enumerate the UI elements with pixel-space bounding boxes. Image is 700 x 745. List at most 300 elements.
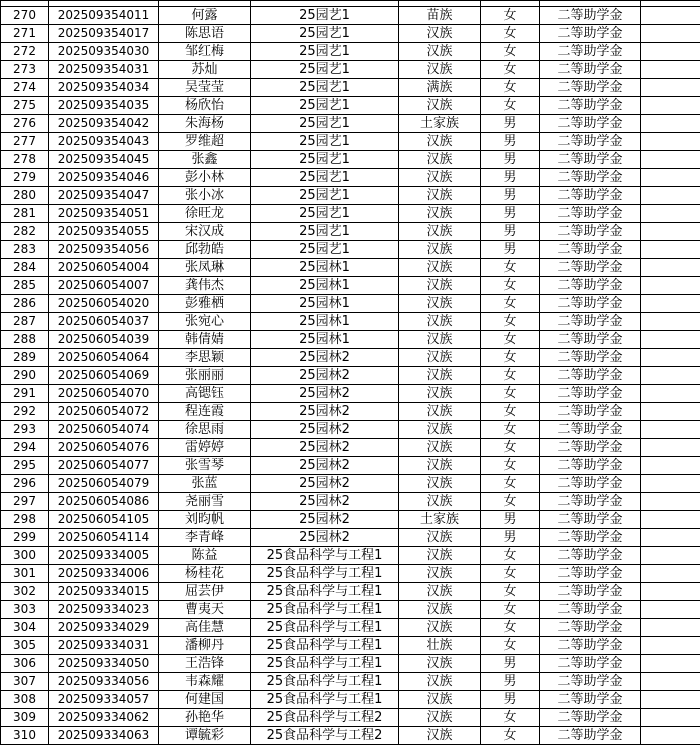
student-name-cell: 张小冰 (159, 187, 251, 205)
class-cell: 25园林1 (251, 295, 399, 313)
empty-cell (641, 565, 700, 583)
student-name-cell: 邱勃皓 (159, 241, 251, 259)
ethnicity-cell: 汉族 (399, 25, 481, 43)
row-number-cell: 308 (1, 691, 49, 709)
empty-cell (641, 691, 700, 709)
table-row (1, 349, 700, 367)
aid-level-cell: 二等助学金 (540, 25, 641, 43)
empty-cell (641, 655, 700, 673)
aid-level-cell: 二等助学金 (540, 205, 641, 223)
class-cell: 25园艺1 (251, 79, 399, 97)
student-name-cell: 张丽丽 (159, 367, 251, 385)
table-row (1, 493, 700, 511)
empty-cell (641, 619, 700, 637)
student-id-cell: 202509354030 (49, 43, 159, 61)
table-row (1, 277, 700, 295)
empty-cell (641, 493, 700, 511)
aid-level-cell: 二等助学金 (540, 547, 641, 565)
gender-cell: 女 (481, 331, 540, 349)
ethnicity-cell: 汉族 (399, 619, 481, 637)
empty-cell (641, 79, 700, 97)
ethnicity-cell: 汉族 (399, 565, 481, 583)
student-name-cell: 高锶钰 (159, 385, 251, 403)
gender-cell: 男 (481, 133, 540, 151)
ethnicity-cell: 汉族 (399, 259, 481, 277)
ethnicity-cell: 汉族 (399, 187, 481, 205)
row-number-cell: 304 (1, 619, 49, 637)
aid-level-cell: 二等助学金 (540, 421, 641, 439)
ethnicity-cell: 汉族 (399, 277, 481, 295)
aid-level-cell: 二等助学金 (540, 349, 641, 367)
empty-cell (641, 709, 700, 727)
class-cell: 25食品科学与工程1 (251, 583, 399, 601)
empty-cell (641, 241, 700, 259)
student-id-cell: 202509334031 (49, 637, 159, 655)
table-row (1, 529, 700, 547)
class-cell: 25园林1 (251, 313, 399, 331)
row-number-cell: 298 (1, 511, 49, 529)
student-id-cell: 202506054077 (49, 457, 159, 475)
gender-cell: 女 (481, 547, 540, 565)
gender-cell: 女 (481, 259, 540, 277)
ethnicity-cell: 汉族 (399, 601, 481, 619)
ethnicity-cell: 壮族 (399, 637, 481, 655)
student-name-cell: 龚伟杰 (159, 277, 251, 295)
student-name-cell: 朱海杨 (159, 115, 251, 133)
student-id-cell: 202509334029 (49, 619, 159, 637)
aid-level-cell: 二等助学金 (540, 385, 641, 403)
gender-cell: 男 (481, 529, 540, 547)
gender-cell: 女 (481, 709, 540, 727)
gender-cell: 女 (481, 277, 540, 295)
student-name-cell: 张雪琴 (159, 457, 251, 475)
gender-cell: 女 (481, 349, 540, 367)
empty-cell (641, 673, 700, 691)
ethnicity-cell: 汉族 (399, 61, 481, 79)
student-name-cell: 陈益 (159, 547, 251, 565)
ethnicity-cell: 汉族 (399, 583, 481, 601)
table-row (1, 709, 700, 727)
class-cell: 25食品科学与工程1 (251, 673, 399, 691)
class-cell: 25园林2 (251, 439, 399, 457)
row-number-cell: 302 (1, 583, 49, 601)
table-row (1, 259, 700, 277)
gender-cell: 男 (481, 115, 540, 133)
table-row (1, 727, 700, 745)
student-id-cell: 202509354042 (49, 115, 159, 133)
class-cell: 25食品科学与工程1 (251, 601, 399, 619)
gender-cell: 女 (481, 403, 540, 421)
ethnicity-cell: 汉族 (399, 331, 481, 349)
row-number-cell: 286 (1, 295, 49, 313)
row-number-cell: 278 (1, 151, 49, 169)
gender-cell: 女 (481, 637, 540, 655)
class-cell: 25园林2 (251, 403, 399, 421)
ethnicity-cell: 汉族 (399, 655, 481, 673)
ethnicity-cell: 汉族 (399, 97, 481, 115)
student-id-cell: 202509354055 (49, 223, 159, 241)
aid-level-cell: 二等助学金 (540, 61, 641, 79)
ethnicity-cell: 汉族 (399, 475, 481, 493)
table-row (1, 169, 700, 187)
gender-cell: 女 (481, 79, 540, 97)
class-cell: 25园艺1 (251, 241, 399, 259)
row-number-cell: 295 (1, 457, 49, 475)
empty-cell (641, 43, 700, 61)
class-cell: 25园林2 (251, 367, 399, 385)
class-cell: 25园艺1 (251, 151, 399, 169)
class-cell: 25园林2 (251, 457, 399, 475)
empty-cell (641, 259, 700, 277)
ethnicity-cell: 土家族 (399, 511, 481, 529)
table-row (1, 43, 700, 61)
table-row (1, 331, 700, 349)
row-number-cell: 303 (1, 601, 49, 619)
empty-cell (641, 385, 700, 403)
table-row (1, 313, 700, 331)
student-name-cell: 张蓝 (159, 475, 251, 493)
ethnicity-cell: 汉族 (399, 691, 481, 709)
student-name-cell: 张凤琳 (159, 259, 251, 277)
table-row (1, 115, 700, 133)
row-number-cell: 288 (1, 331, 49, 349)
row-number-cell: 291 (1, 385, 49, 403)
class-cell: 25园林2 (251, 511, 399, 529)
student-name-cell: 张宛心 (159, 313, 251, 331)
empty-cell (641, 205, 700, 223)
aid-level-cell: 二等助学金 (540, 259, 641, 277)
row-number-cell: 309 (1, 709, 49, 727)
student-id-cell: 202509354011 (49, 7, 159, 25)
student-name-cell: 罗维超 (159, 133, 251, 151)
table-row (1, 133, 700, 151)
student-name-cell: 韦森耀 (159, 673, 251, 691)
empty-cell (641, 547, 700, 565)
ethnicity-cell: 苗族 (399, 7, 481, 25)
empty-cell (641, 583, 700, 601)
ethnicity-cell: 汉族 (399, 385, 481, 403)
row-number-cell: 310 (1, 727, 49, 745)
ethnicity-cell: 汉族 (399, 457, 481, 475)
aid-level-cell: 二等助学金 (540, 709, 641, 727)
row-number-cell: 296 (1, 475, 49, 493)
student-id-cell: 202506054079 (49, 475, 159, 493)
gender-cell: 男 (481, 151, 540, 169)
ethnicity-cell: 汉族 (399, 43, 481, 61)
student-name-cell: 杨桂花 (159, 565, 251, 583)
aid-level-cell: 二等助学金 (540, 439, 641, 457)
ethnicity-cell: 汉族 (399, 313, 481, 331)
gender-cell: 女 (481, 25, 540, 43)
class-cell: 25园林2 (251, 421, 399, 439)
aid-level-cell: 二等助学金 (540, 457, 641, 475)
gender-cell: 女 (481, 61, 540, 79)
student-id-cell: 202509354047 (49, 187, 159, 205)
ethnicity-cell: 汉族 (399, 529, 481, 547)
empty-cell (641, 331, 700, 349)
table-row (1, 187, 700, 205)
student-id-cell: 202509354056 (49, 241, 159, 259)
table-row (1, 439, 700, 457)
empty-cell (641, 475, 700, 493)
student-name-cell: 孙艳华 (159, 709, 251, 727)
class-cell: 25食品科学与工程1 (251, 547, 399, 565)
class-cell: 25食品科学与工程2 (251, 709, 399, 727)
class-cell: 25园艺1 (251, 223, 399, 241)
empty-cell (641, 403, 700, 421)
student-name-cell: 彭小林 (159, 169, 251, 187)
gender-cell: 女 (481, 457, 540, 475)
empty-cell (641, 223, 700, 241)
student-id-cell: 202509354031 (49, 61, 159, 79)
aid-level-cell: 二等助学金 (540, 79, 641, 97)
aid-level-cell: 二等助学金 (540, 511, 641, 529)
student-id-cell: 202506054072 (49, 403, 159, 421)
class-cell: 25食品科学与工程1 (251, 637, 399, 655)
gender-cell: 女 (481, 367, 540, 385)
empty-cell (641, 151, 700, 169)
student-name-cell: 潘柳丹 (159, 637, 251, 655)
student-name-cell: 宋汉成 (159, 223, 251, 241)
aid-level-cell: 二等助学金 (540, 565, 641, 583)
empty-cell (641, 637, 700, 655)
row-number-cell: 289 (1, 349, 49, 367)
row-number-cell: 276 (1, 115, 49, 133)
class-cell: 25园艺1 (251, 43, 399, 61)
table-row (1, 421, 700, 439)
row-number-cell: 293 (1, 421, 49, 439)
student-name-cell: 徐思雨 (159, 421, 251, 439)
aid-level-cell: 二等助学金 (540, 637, 641, 655)
ethnicity-cell: 汉族 (399, 349, 481, 367)
gender-cell: 女 (481, 601, 540, 619)
gender-cell: 男 (481, 169, 540, 187)
student-id-cell: 202509354034 (49, 79, 159, 97)
aid-level-cell: 二等助学金 (540, 7, 641, 25)
class-cell: 25园艺1 (251, 115, 399, 133)
student-name-cell: 谭毓彩 (159, 727, 251, 745)
aid-level-cell: 二等助学金 (540, 331, 641, 349)
table-row (1, 637, 700, 655)
empty-cell (641, 97, 700, 115)
row-number-cell: 299 (1, 529, 49, 547)
table-row (1, 97, 700, 115)
gender-cell: 女 (481, 475, 540, 493)
class-cell: 25食品科学与工程2 (251, 727, 399, 745)
student-name-cell: 韩倩婧 (159, 331, 251, 349)
ethnicity-cell: 汉族 (399, 205, 481, 223)
table-row (1, 367, 700, 385)
ethnicity-cell: 汉族 (399, 367, 481, 385)
table-row (1, 457, 700, 475)
student-id-cell: 202509334005 (49, 547, 159, 565)
aid-level-cell: 二等助学金 (540, 187, 641, 205)
student-name-cell: 徐旺龙 (159, 205, 251, 223)
student-id-cell: 202509334057 (49, 691, 159, 709)
gender-cell: 男 (481, 187, 540, 205)
class-cell: 25园林2 (251, 529, 399, 547)
student-id-cell: 202509354043 (49, 133, 159, 151)
class-cell: 25园林1 (251, 259, 399, 277)
student-id-cell: 202506054039 (49, 331, 159, 349)
aid-level-cell: 二等助学金 (540, 295, 641, 313)
ethnicity-cell: 汉族 (399, 241, 481, 259)
student-id-cell: 202509334062 (49, 709, 159, 727)
ethnicity-cell: 汉族 (399, 673, 481, 691)
student-name-cell: 杨欣怡 (159, 97, 251, 115)
row-number-cell: 306 (1, 655, 49, 673)
row-number-cell: 282 (1, 223, 49, 241)
table-row (1, 385, 700, 403)
empty-cell (641, 169, 700, 187)
gender-cell: 男 (481, 241, 540, 259)
gender-cell: 女 (481, 619, 540, 637)
table-row (1, 511, 700, 529)
aid-level-cell: 二等助学金 (540, 529, 641, 547)
ethnicity-cell: 土家族 (399, 115, 481, 133)
student-id-cell: 202509334023 (49, 601, 159, 619)
class-cell: 25园艺1 (251, 133, 399, 151)
student-id-cell: 202506054007 (49, 277, 159, 295)
aid-level-cell: 二等助学金 (540, 367, 641, 385)
empty-cell (641, 421, 700, 439)
table-row (1, 547, 700, 565)
table-row (1, 691, 700, 709)
ethnicity-cell: 汉族 (399, 727, 481, 745)
row-number-cell: 284 (1, 259, 49, 277)
row-number-cell: 294 (1, 439, 49, 457)
student-id-cell: 202506054076 (49, 439, 159, 457)
table-row (1, 475, 700, 493)
row-number-cell: 292 (1, 403, 49, 421)
class-cell: 25园艺1 (251, 187, 399, 205)
aid-level-cell: 二等助学金 (540, 673, 641, 691)
class-cell: 25园林2 (251, 475, 399, 493)
gender-cell: 女 (481, 421, 540, 439)
gender-cell: 男 (481, 511, 540, 529)
aid-level-cell: 二等助学金 (540, 43, 641, 61)
gender-cell: 女 (481, 43, 540, 61)
aid-level-cell: 二等助学金 (540, 313, 641, 331)
aid-level-cell: 二等助学金 (540, 133, 641, 151)
student-id-cell: 202506054064 (49, 349, 159, 367)
student-id-cell: 202506054114 (49, 529, 159, 547)
table-row (1, 583, 700, 601)
class-cell: 25园艺1 (251, 61, 399, 79)
table-row (1, 7, 700, 25)
aid-level-cell: 二等助学金 (540, 97, 641, 115)
aid-level-cell: 二等助学金 (540, 241, 641, 259)
student-id-cell: 202509334006 (49, 565, 159, 583)
class-cell: 25园艺1 (251, 169, 399, 187)
aid-level-cell: 二等助学金 (540, 151, 641, 169)
row-number-cell: 300 (1, 547, 49, 565)
row-number-cell: 283 (1, 241, 49, 259)
table-row (1, 151, 700, 169)
gender-cell: 女 (481, 295, 540, 313)
aid-level-cell: 二等助学金 (540, 493, 641, 511)
empty-cell (641, 367, 700, 385)
student-id-cell: 202506054037 (49, 313, 159, 331)
aid-level-cell: 二等助学金 (540, 475, 641, 493)
ethnicity-cell: 汉族 (399, 421, 481, 439)
class-cell: 25园林1 (251, 277, 399, 295)
table-row (1, 295, 700, 313)
aid-level-cell: 二等助学金 (540, 655, 641, 673)
gender-cell: 女 (481, 727, 540, 745)
ethnicity-cell: 汉族 (399, 493, 481, 511)
student-name-cell: 李思颖 (159, 349, 251, 367)
table-row (1, 619, 700, 637)
class-cell: 25食品科学与工程1 (251, 691, 399, 709)
student-name-cell: 曹夷天 (159, 601, 251, 619)
student-id-cell: 202509334056 (49, 673, 159, 691)
student-id-cell: 202506054069 (49, 367, 159, 385)
empty-cell (641, 61, 700, 79)
aid-level-cell: 二等助学金 (540, 277, 641, 295)
student-name-cell: 张鑫 (159, 151, 251, 169)
student-id-cell: 202509354017 (49, 25, 159, 43)
row-number-cell: 297 (1, 493, 49, 511)
aid-level-cell: 二等助学金 (540, 601, 641, 619)
student-id-cell: 202506054105 (49, 511, 159, 529)
row-number-cell: 281 (1, 205, 49, 223)
gender-cell: 女 (481, 493, 540, 511)
row-number-cell: 277 (1, 133, 49, 151)
gender-cell: 男 (481, 205, 540, 223)
row-number-cell: 305 (1, 637, 49, 655)
student-name-cell: 陈思语 (159, 25, 251, 43)
student-id-cell: 202509334015 (49, 583, 159, 601)
ethnicity-cell: 汉族 (399, 223, 481, 241)
student-id-cell: 202509354035 (49, 97, 159, 115)
aid-level-cell: 二等助学金 (540, 403, 641, 421)
ethnicity-cell: 汉族 (399, 169, 481, 187)
empty-cell (641, 313, 700, 331)
student-id-cell: 202509354051 (49, 205, 159, 223)
student-id-cell: 202506054086 (49, 493, 159, 511)
class-cell: 25食品科学与工程1 (251, 565, 399, 583)
table-row (1, 565, 700, 583)
class-cell: 25园艺1 (251, 25, 399, 43)
empty-cell (641, 295, 700, 313)
aid-level-cell: 二等助学金 (540, 223, 641, 241)
row-number-cell: 290 (1, 367, 49, 385)
student-name-cell: 王浩锋 (159, 655, 251, 673)
row-number-cell: 301 (1, 565, 49, 583)
student-name-cell: 彭雅栖 (159, 295, 251, 313)
student-name-cell: 何露 (159, 7, 251, 25)
aid-level-cell: 二等助学金 (540, 169, 641, 187)
row-number-cell: 272 (1, 43, 49, 61)
row-number-cell: 280 (1, 187, 49, 205)
class-cell: 25食品科学与工程1 (251, 655, 399, 673)
student-name-cell: 李青峰 (159, 529, 251, 547)
empty-cell (641, 511, 700, 529)
table-row (1, 403, 700, 421)
row-number-cell: 307 (1, 673, 49, 691)
class-cell: 25园林2 (251, 349, 399, 367)
ethnicity-cell: 汉族 (399, 151, 481, 169)
empty-cell (641, 25, 700, 43)
student-name-cell: 刘昀帆 (159, 511, 251, 529)
ethnicity-cell: 汉族 (399, 547, 481, 565)
student-id-cell: 202506054020 (49, 295, 159, 313)
gender-cell: 女 (481, 565, 540, 583)
empty-cell (641, 601, 700, 619)
gender-cell: 女 (481, 583, 540, 601)
student-name-cell: 邹红梅 (159, 43, 251, 61)
